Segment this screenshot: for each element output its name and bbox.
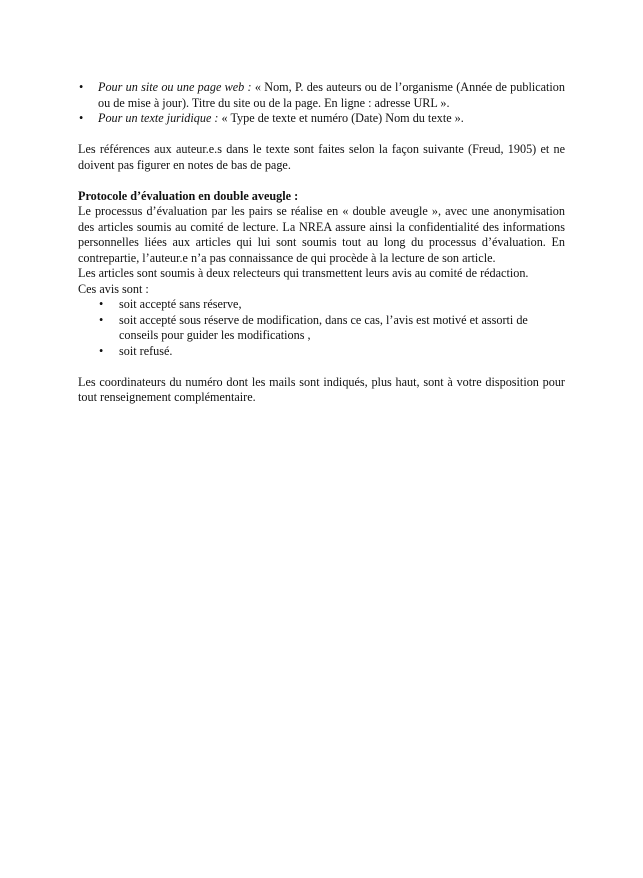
reference-format-item [78,111,565,127]
outcome-item: • soit accepté sous réserve de modification, dans ce cas, l’avis est motivé et assorti de conseils pour guider les modifications , [99,313,565,344]
outcomes-intro: Ces avis sont : [78,281,149,296]
protocol-paragraph: Le processus d’évaluation par les pairs se réalise en « double aveugle », avec une anonymisation des articles soumis au comité de lecture. La NREA assure ainsi la confidentialité des informations personnelles liées aux articles qui lui sont soumis tout au long du processus d’évaluation. En contrepartie, l’auteur.e n’a pas connaissance de qui procède à la lecture de son article. [78,204,565,265]
spacer [78,173,565,189]
section-heading: Protocole d’évaluation en double aveugle : [78,188,299,203]
reference-format-text: « Type de texte et numéro (Date) Nom du texte ». [218,111,464,125]
reference-format-item [78,80,565,111]
outcome-item: • soit refusé. [99,344,565,360]
spacer [78,359,565,375]
document-page [78,80,565,406]
outcome-list [78,297,565,359]
reference-format-list [78,80,565,127]
reference-format-label: Pour un site ou une page web : [98,80,252,94]
spacer [78,127,565,143]
outcome-item: • soit accepté sans réserve, [99,297,565,313]
reviewers-paragraph: Les articles sont soumis à deux relecteurs qui transmettent leurs avis au comité de rédaction. [78,266,529,280]
closing-paragraph: Les coordinateurs du numéro dont les mails sont indiqués, plus haut, sont à votre disposition pour tout renseignement complémentaire. [78,374,565,404]
reference-format-label: Pour un texte juridique : [98,111,219,125]
reference-format-text: « Nom, P. des auteurs ou de l’organisme (Année de publication ou de mise à jour). Titre du site ou de la page. En ligne : adresse URL ». [98,80,565,110]
citation-note: Les références aux auteur.e.s dans le texte sont faites selon la façon suivante (Freud, 1905) et ne doivent pas figurer en notes de bas de page. [78,142,565,172]
